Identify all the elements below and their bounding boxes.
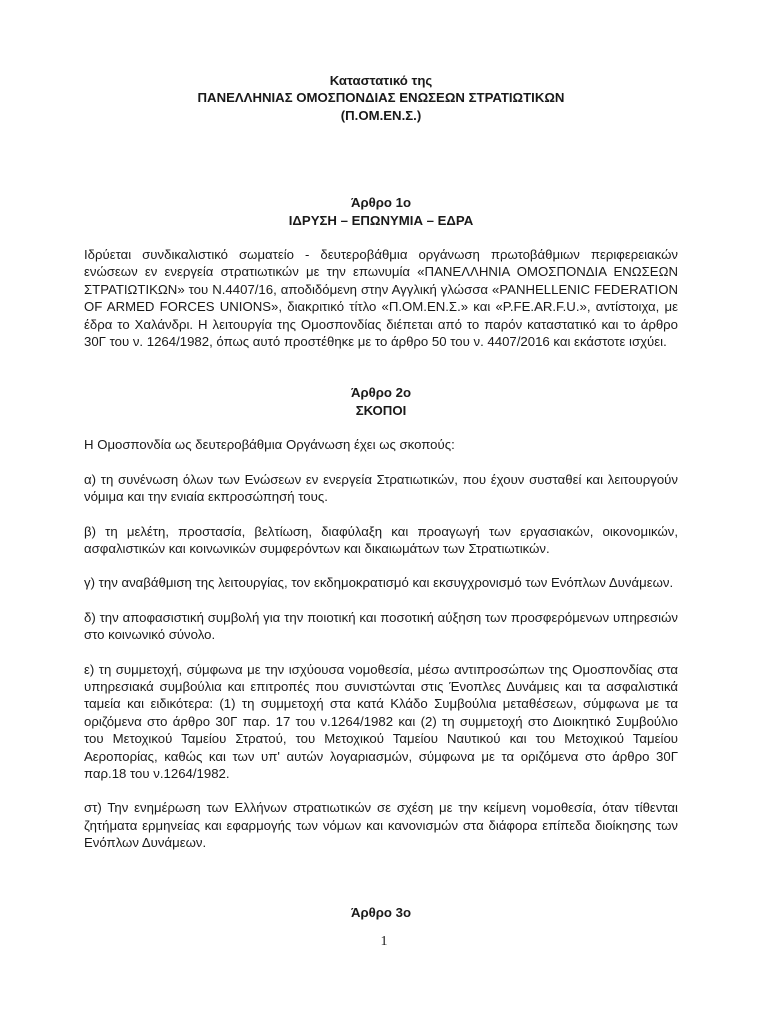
article-2-number: Άρθρο 2ο: [350, 385, 412, 401]
spacer: [84, 557, 678, 574]
spacer: [84, 454, 678, 471]
spacer: [84, 419, 678, 436]
spacer: [84, 852, 678, 904]
article-2-item-b: β) τη μελέτη, προστασία, βελτίωση, διαφύλαξη και προαγωγή των εργασιακών, οικονομικών, ασφαλιστικών και κοινωνικών συμφερόντων και δικαιωμάτων των Στρατιωτικών.: [84, 523, 678, 556]
article-1-number: Άρθρο 1ο: [350, 195, 412, 211]
spacer: [84, 124, 678, 194]
article-2-intro: Η Ομοσπονδία ως δευτεροβάθμια Οργάνωση έχει ως σκοπούς:: [84, 437, 455, 453]
spacer: [84, 229, 678, 246]
spacer: [84, 592, 678, 609]
spacer: [84, 782, 678, 799]
article-3-number: Άρθρο 3ο: [350, 904, 412, 920]
article-2-item-e: ε) τη συμμετοχή, σύμφωνα με την ισχύουσα νομοθεσία, μέσω αντιπροσώπων της Ομοσπονδίας στα υπηρεσιακά συμβούλια και επιτροπές που συνιστώνται στις Ένοπλες Δυνάμεις και τα ασφαλιστικά ταμεία και ειδικότερα: (1) τη συμμετοχή στα κατά Κλάδο Συμβούλια μεταθέσεων, σύμφωνα με τα οριζόμενα στο άρθρο 30Γ παρ. 17 του ν.1264/1982 και (2) τη συμμετοχή στο Διοικητικό Συμβούλιο του Μετοχικού Ταμείου Στρατού, του Μετοχικού Ταμείου Ναυτικού και του Μετοχικού Ταμείου Αεροπορίας, καθώς και των υπ' αυτών λογαριασμών, σύμφωνα με τα οριζόμενα στο άρθρο 30Γ παρ.18 του ν.1264/1982.: [84, 661, 678, 781]
title-line-1: Καταστατικό της: [329, 73, 433, 88]
title-line-3: (Π.ΟΜ.ΕΝ.Σ.): [340, 107, 422, 123]
article-2-item-f: στ) Την ενημέρωση των Ελλήνων στρατιωτικών σε σχέση με την κείμενη νομοθεσία, όταν τίθενται ζητήματα ερμηνείας και εφαρμογής των νόμων και κανονισμών στα διάφορα επίπεδα διοίκησης των Ενόπλων Δυνάμεων.: [84, 800, 678, 851]
article-2-item-c: γ) την αναβάθμιση της λειτουργίας, τον εκδημοκρατισμό και εκσυγχρονισμό των Ενόπλων Δυνάμεων.: [84, 575, 674, 591]
article-2-item-a: α) τη συνένωση όλων των Ενώσεων εν ενεργεία Στρατιωτικών, που έχουν συσταθεί και λειτουργούν νόμιμα και την ενιαία εκπροσώπησή τους.: [84, 471, 678, 505]
spacer: [84, 350, 678, 384]
article-2-item-d: δ) την αποφασιστική συμβολή για την ποιοτική και ποσοτική αύξηση των προσφερόμενων υπηρεσιών στο κοινωνικό σύνολο.: [84, 609, 678, 643]
article-1-heading: ΙΔΡΥΣΗ – ΕΠΩΝΥΜΙΑ – ΕΔΡΑ: [288, 212, 474, 228]
article-2-heading: ΣΚΟΠΟΙ: [355, 402, 407, 418]
spacer: [84, 644, 678, 661]
article-1-paragraph: Ιδρύεται συνδικαλιστικό σωματείο - δευτεροβάθμια οργάνωση πρωτοβάθμιων περιφερειακών ενώσεων εν ενεργεία στρατιωτικών με την επωνυμία «ΠΑΝΕΛΛΗΝΙΑ ΟΜΟΣΠΟΝΔΙΑ ΕΝΩΣΕΩΝ ΣΤΡΑΤΙΩΤΙΚΩΝ» του Ν.4407/16, αποδιδόμενη στην Αγγλική γλώσσα «PANHELLENIC FEDERATION OF ARMED FORCES UNIONS», διακριτικό τίτλο «Π.ΟΜ.ΕΝ.Σ.» και «P.FE.AR.F.U.», αντίστοιχα, με έδρα το Χαλάνδρι. Η λειτουργία της Ομοσπονδίας διέπεται από το παρόν καταστατικό και το άρθρο 30Γ του ν. 1264/1982, όπως αυτό προστέθηκε με το άρθρο 50 του ν. 4407/2016 και εκάστοτε ισχύει.: [84, 247, 678, 350]
document-page: [84, 72, 678, 921]
page-number: 1: [380, 934, 388, 949]
title-line-2: ΠΑΝΕΛΛΗΝΙΑΣ ΟΜΟΣΠΟΝΔΙΑΣ ΕΝΩΣΕΩΝ ΣΤΡΑΤΙΩΤΙΚΩΝ: [197, 90, 565, 106]
spacer: [84, 506, 678, 523]
document-title: [84, 72, 678, 124]
